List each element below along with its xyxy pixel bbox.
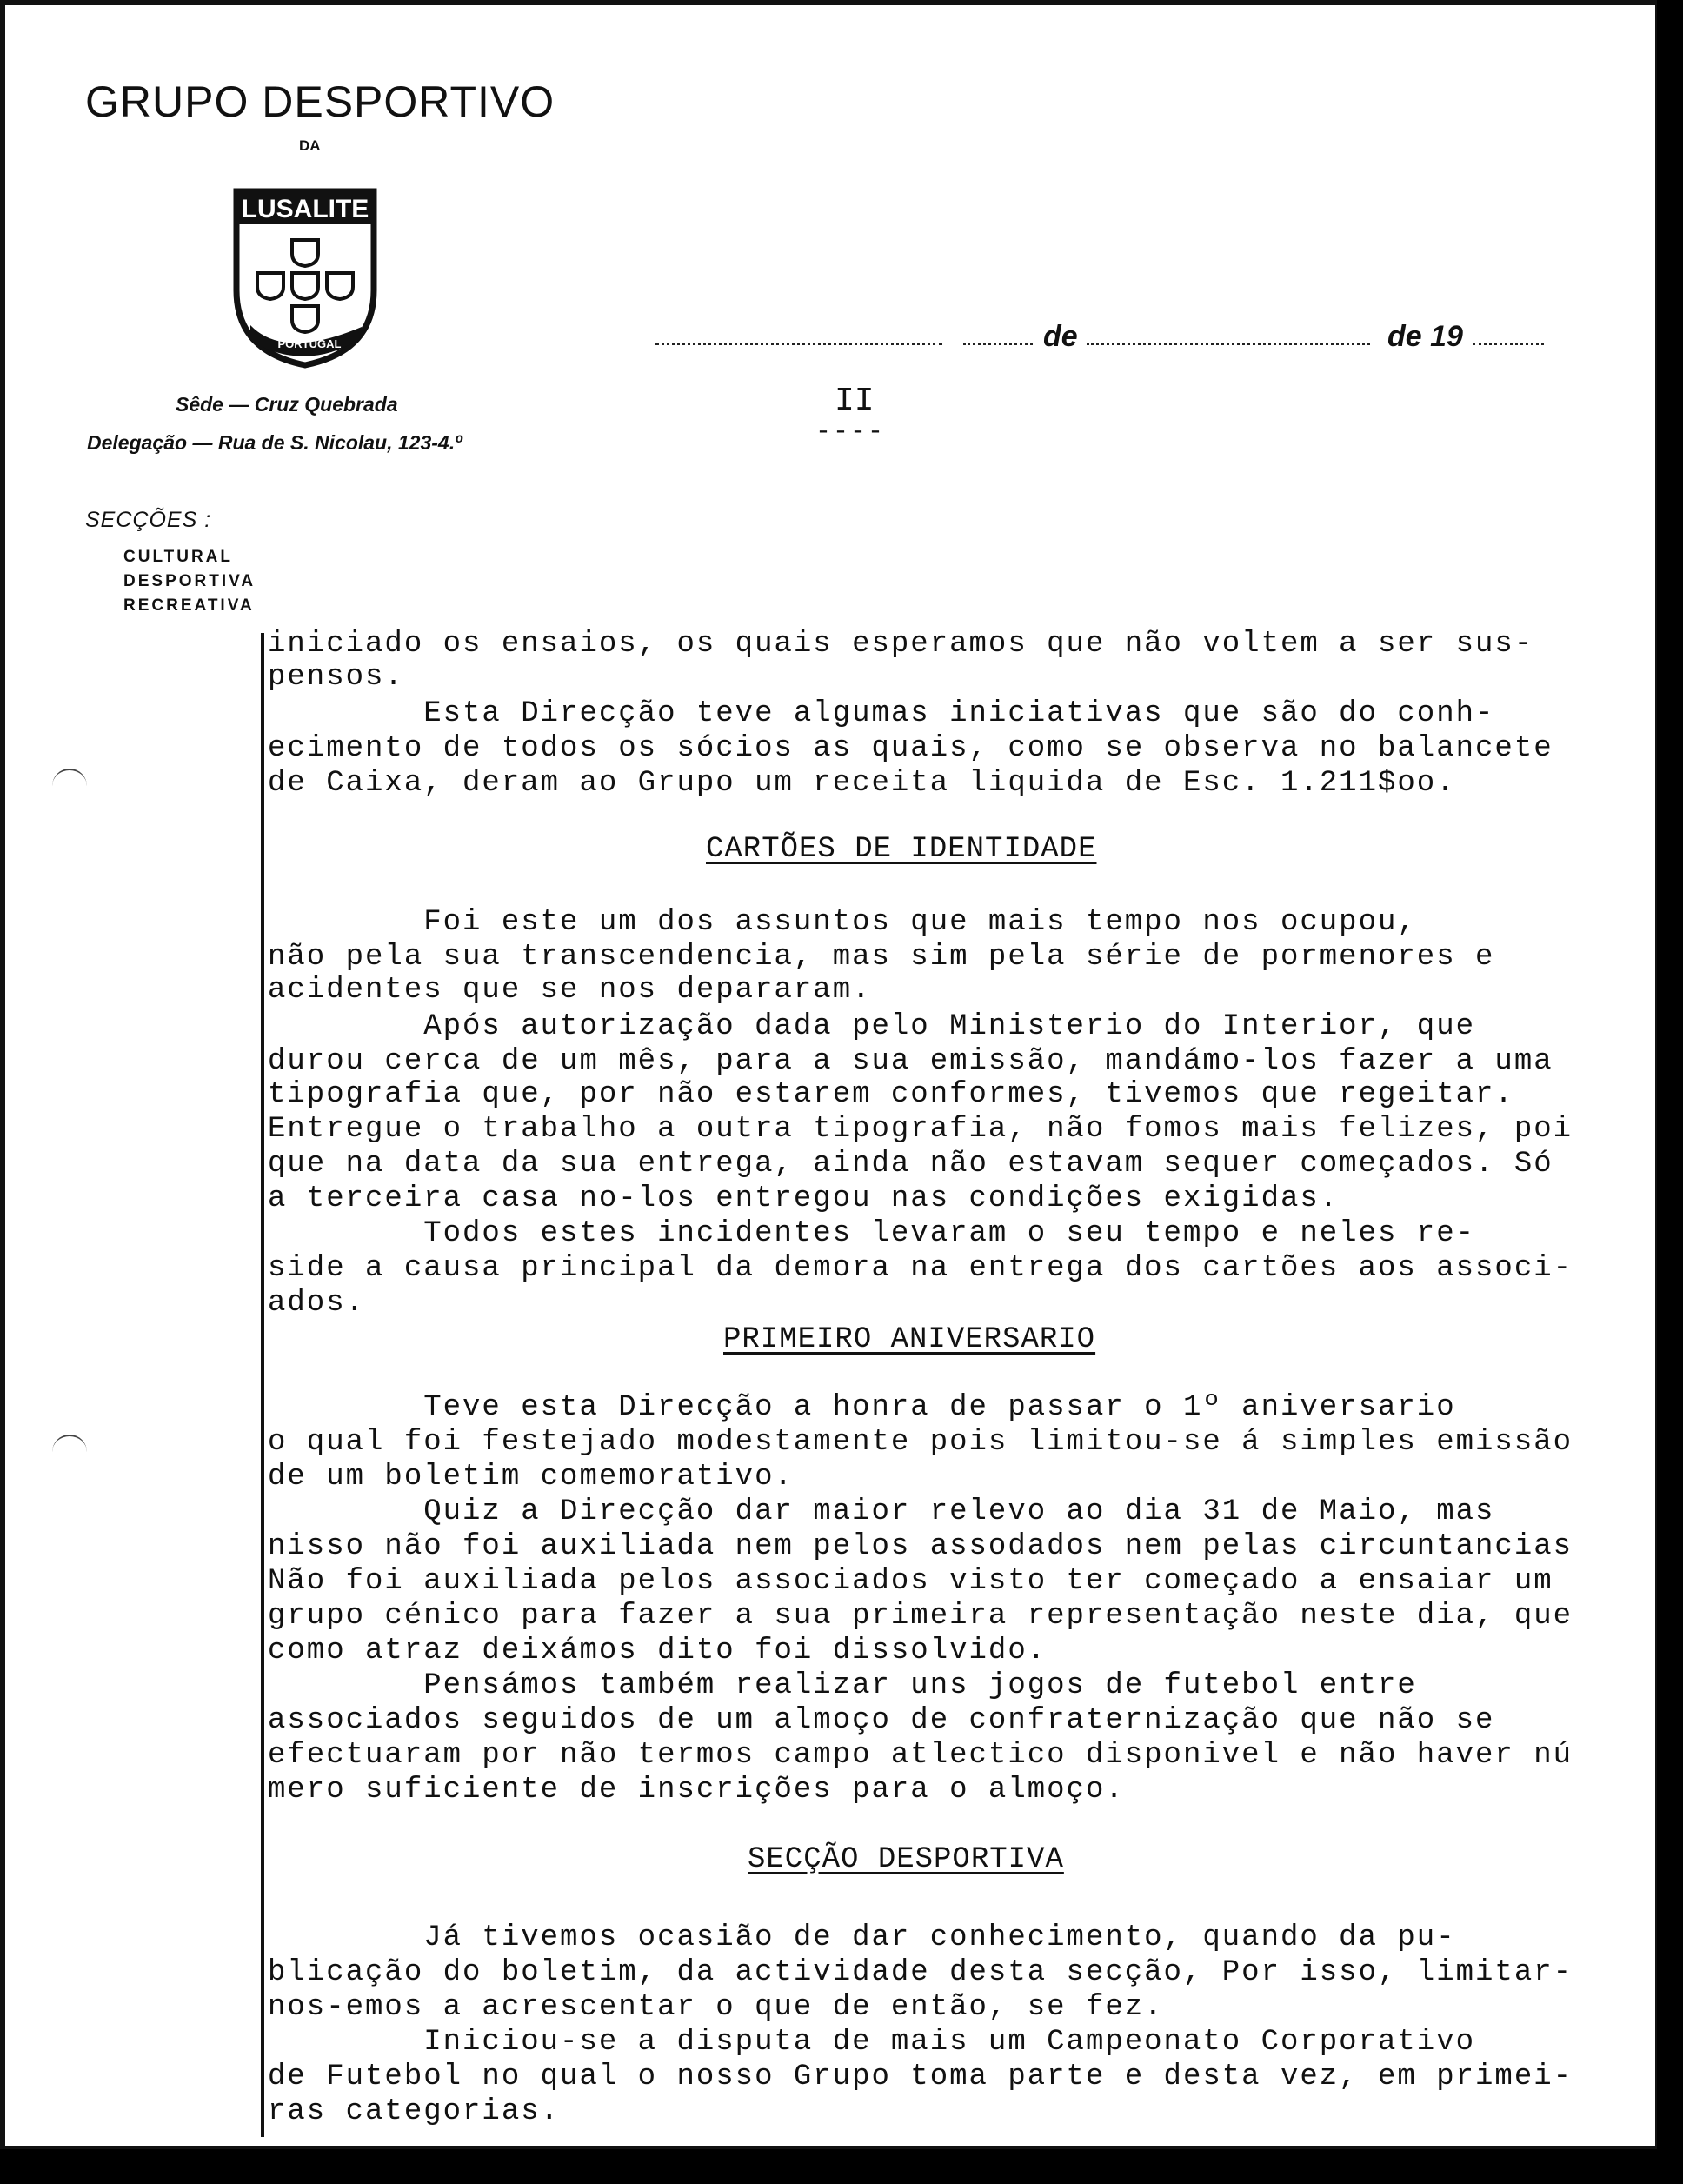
seccao-recreativa: RECREATIVA bbox=[123, 596, 255, 615]
body-line: Iniciou-se a disputa de mais um Campeonato Corporativo bbox=[268, 2026, 1476, 2059]
date-place-blank bbox=[655, 343, 942, 345]
date-day-blank bbox=[963, 343, 1033, 345]
body-line: Não foi auxiliada pelos associados visto ter começado a ensaiar um bbox=[268, 1565, 1553, 1598]
heading-aniversario: PRIMEIRO ANIVERSARIO bbox=[723, 1323, 1096, 1356]
body-line: que na data da sua entrega, ainda não estavam sequer começados. Só bbox=[268, 1148, 1553, 1181]
scan-border-right bbox=[1657, 0, 1683, 2184]
body-line: ras categorias. bbox=[268, 2095, 561, 2128]
heading-cartoes: CARTÕES DE IDENTIDADE bbox=[706, 833, 1097, 866]
body-line: Todos estes incidentes levaram o seu tempo e neles re- bbox=[268, 1217, 1476, 1250]
document-page bbox=[5, 5, 1655, 2146]
body-line: mero suficiente de inscrições para o almoço. bbox=[268, 1774, 1125, 1807]
body-line: Teve esta Direcção a honra de passar o 1º aniversario bbox=[268, 1391, 1456, 1424]
date-de-19: de 19 bbox=[1387, 320, 1463, 353]
body-line: Foi este um dos assuntos que mais tempo nos ocupou, bbox=[268, 906, 1417, 939]
emblem-bottom-text: PORTUGAL bbox=[277, 337, 342, 350]
margin-mark bbox=[52, 1435, 87, 1462]
body-line: Quiz a Direcção dar maior relevo ao dia 31 de Maio, mas bbox=[268, 1495, 1495, 1528]
page-number: II bbox=[835, 383, 875, 420]
body-line: acidentes que se nos depararam. bbox=[268, 974, 872, 1007]
page-number-rule: ---- bbox=[815, 417, 886, 447]
seccao-cultural: CULTURAL bbox=[123, 548, 234, 566]
body-line: de um boletim comemorativo. bbox=[268, 1461, 794, 1494]
body-line: ados. bbox=[268, 1287, 366, 1320]
sede-address: Sêde — Cruz Quebrada bbox=[176, 393, 398, 416]
body-line: efectuaram por não termos campo atlectico disponivel e não haver nú bbox=[268, 1739, 1573, 1772]
body-line: Após autorização dada pelo Ministerio do Interior, que bbox=[268, 1010, 1476, 1043]
date-de-1: de bbox=[1043, 320, 1078, 353]
body-line: grupo cénico para fazer a sua primeira representação neste dia, que bbox=[268, 1600, 1573, 1633]
date-year-blank bbox=[1473, 343, 1544, 345]
body-line: o qual foi festejado modestamente pois limitou-se á simples emissão bbox=[268, 1426, 1573, 1459]
body-line: Entregue o trabalho a outra tipografia, não fomos mais felizes, poi bbox=[268, 1113, 1573, 1146]
body-line: blicação do boletim, da actividade desta secção, Por isso, limitar- bbox=[268, 1956, 1573, 1989]
body-line: iniciado os ensaios, os quais esperamos que não voltem a ser sus- bbox=[268, 628, 1534, 661]
body-line: a terceira casa no-los entregou nas condições exigidas. bbox=[268, 1182, 1340, 1215]
org-da: DA bbox=[299, 137, 321, 154]
body-line: ecimento de todos os sócios as quais, como se observa no balancete bbox=[268, 732, 1553, 765]
body-line: Pensámos também realizar uns jogos de futebol entre bbox=[268, 1669, 1417, 1702]
delegacao-address: Delegação — Rua de S. Nicolau, 123-4.º bbox=[87, 431, 462, 454]
emblem-text: LUSALITE bbox=[241, 195, 369, 223]
body-line: side a causa principal da demora na entrega dos cartões aos associ- bbox=[268, 1252, 1573, 1285]
date-month-blank bbox=[1087, 343, 1370, 345]
body-line: durou cerca de um mês, para a sua emissão, mandámo-los fazer a uma bbox=[268, 1045, 1553, 1078]
body-line: pensos. bbox=[268, 661, 404, 694]
scan-border-bottom bbox=[0, 2149, 1683, 2184]
shield-emblem-icon bbox=[231, 186, 379, 369]
margin-rule bbox=[261, 633, 264, 2137]
seccao-desportiva: DESPORTIVA bbox=[123, 572, 256, 590]
body-line: Já tivemos ocasião de dar conhecimento, quando da pu- bbox=[268, 1921, 1456, 1954]
body-line: nisso não foi auxiliada nem pelos assodados nem pelas circuntancias bbox=[268, 1530, 1573, 1563]
seccoes-heading: SECÇÕES : bbox=[85, 508, 212, 532]
body-line: tipografia que, por não estarem conformes, tivemos que regeitar. bbox=[268, 1078, 1514, 1111]
margin-mark bbox=[52, 769, 87, 796]
heading-seccao-desportiva: SECÇÃO DESPORTIVA bbox=[748, 1843, 1064, 1876]
body-line: não pela sua transcendencia, mas sim pela série de pormenores e bbox=[268, 941, 1495, 974]
body-line: associados seguidos de um almoço de confraternização que não se bbox=[268, 1704, 1495, 1737]
body-line: de Caixa, deram ao Grupo um receita liquida de Esc. 1.211$oo. bbox=[268, 767, 1456, 800]
body-line: nos-emos a acrescentar o que de então, se fez. bbox=[268, 1991, 1164, 2024]
body-line: como atraz deixámos dito foi dissolvido. bbox=[268, 1635, 1048, 1668]
body-line: de Futebol no qual o nosso Grupo toma parte e desta vez, em primei- bbox=[268, 2061, 1573, 2094]
body-line: Esta Direcção teve algumas iniciativas que são do conh- bbox=[268, 697, 1495, 730]
org-title: GRUPO DESPORTIVO bbox=[85, 77, 555, 126]
